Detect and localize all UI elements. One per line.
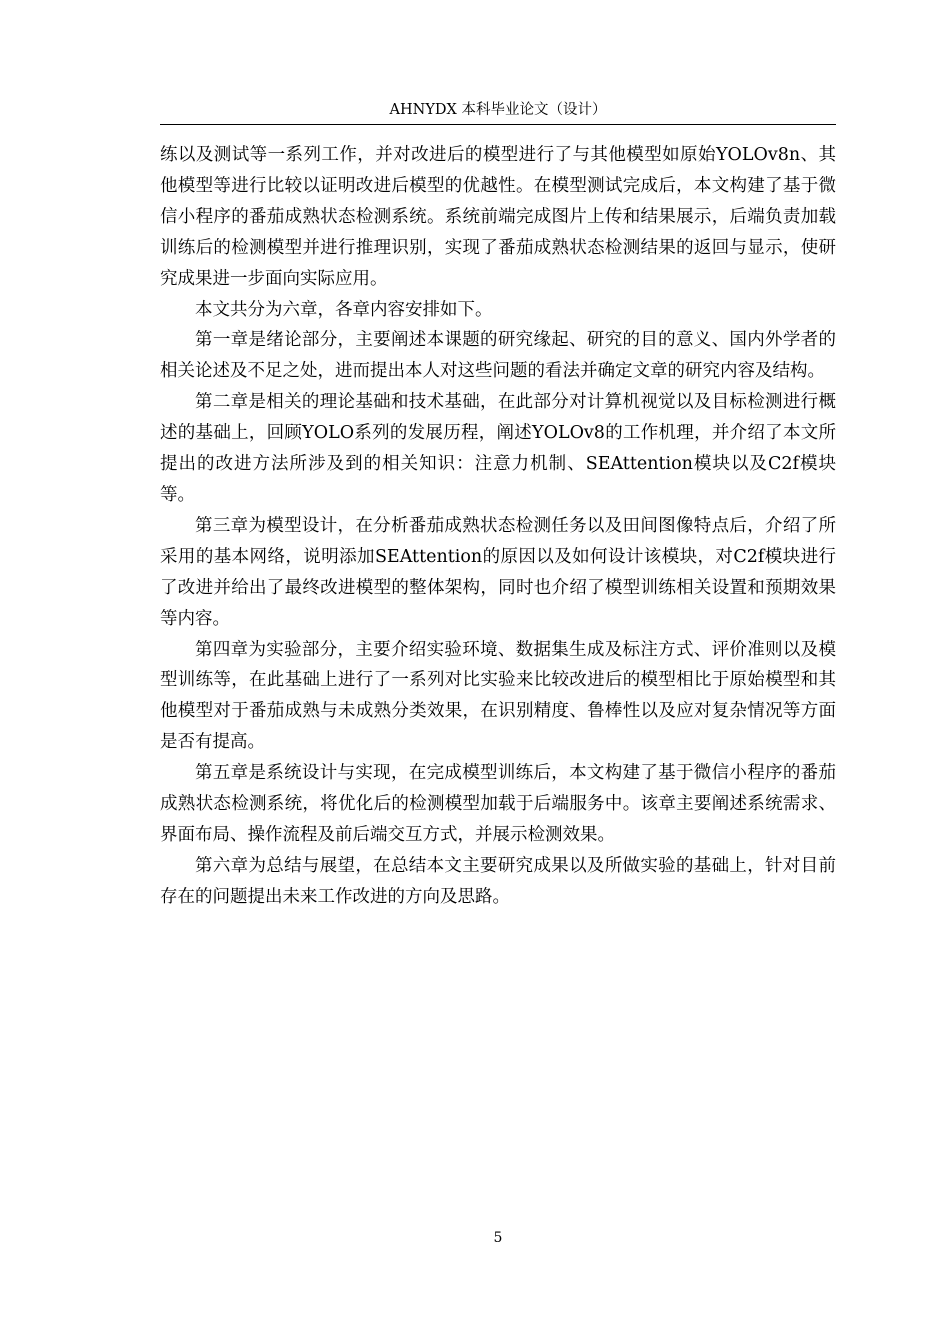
paragraph-chapter-5: 第五章是系统设计与实现，在完成模型训练后，本文构建了基于微信小程序的番茄成熟状态检测系统，将优化后的检测模型加载于后端服务中。该章主要阐述系统需求、界面布局、操作流程及前后端交互方式，并展示检测效果。 [160,763,836,845]
header-rule [160,124,836,125]
paragraph-chapter-3: 第三章为模型设计，在分析番茄成熟状态检测任务以及田间图像特点后，介绍了所采用的基本网络，说明添加SEAttention的原因以及如何设计该模块，对C2f模块进行了改进并给出了最终改进模型的整体架构，同时也介绍了模型训练相关设置和预期效果等内容。 [160,515,836,629]
page-number: 5 [493,1230,503,1246]
paragraph-chapter-2: 第二章是相关的理论基础和技术基础，在此部分对计算机视觉以及目标检测进行概述的基础上，回顾YOLO系列的发展历程，阐述YOLOv8的工作机理，并介绍了本文所提出的改进方法所涉及到的相关知识：注意力机制、SEAttention模块以及C2f模块等。 [160,392,836,505]
paragraph-chapter-4: 第四章为实验部分，主要介绍实验环境、数据集生成及标注方式、评价准则以及模型训练等，在此基础上进行了一系列对比实验来比较改进后的模型相比于原始模型和其他模型对于番茄成熟与未成熟分类效果，在识别精度、鲁棒性以及应对复杂情况等方面是否有提高。 [160,639,836,753]
paragraph-continued: 练以及测试等一系列工作，并对改进后的模型进行了与其他模型如原始YOLOv8n、其他模型等进行比较以证明改进后模型的优越性。在模型测试完成后，本文构建了基于微信小程序的番茄成熟状态检测系统。系统前端完成图片上传和结果展示，后端负责加载训练后的检测模型并进行推理识别，实现了番茄成熟状态检测结果的返回与显示，使研究成果进一步面向实际应用。 [160,145,836,289]
paragraph-chapter-overview: 本文共分为六章，各章内容安排如下。 [195,299,493,320]
running-header: AHNYDX 本科毕业论文（设计） [389,102,607,118]
paragraph-chapter-1: 第一章是绪论部分，主要阐述本课题的研究缘起、研究的目的意义、国内外学者的相关论述及不足之处，进而提出本人对这些问题的看法并确定文章的研究内容及结构。 [160,330,836,382]
paragraph-chapter-6: 第六章为总结与展望，在总结本文主要研究成果以及所做实验的基础上，针对目前存在的问题提出未来工作改进的方向及思路。 [160,855,836,907]
body-text [160,140,836,913]
